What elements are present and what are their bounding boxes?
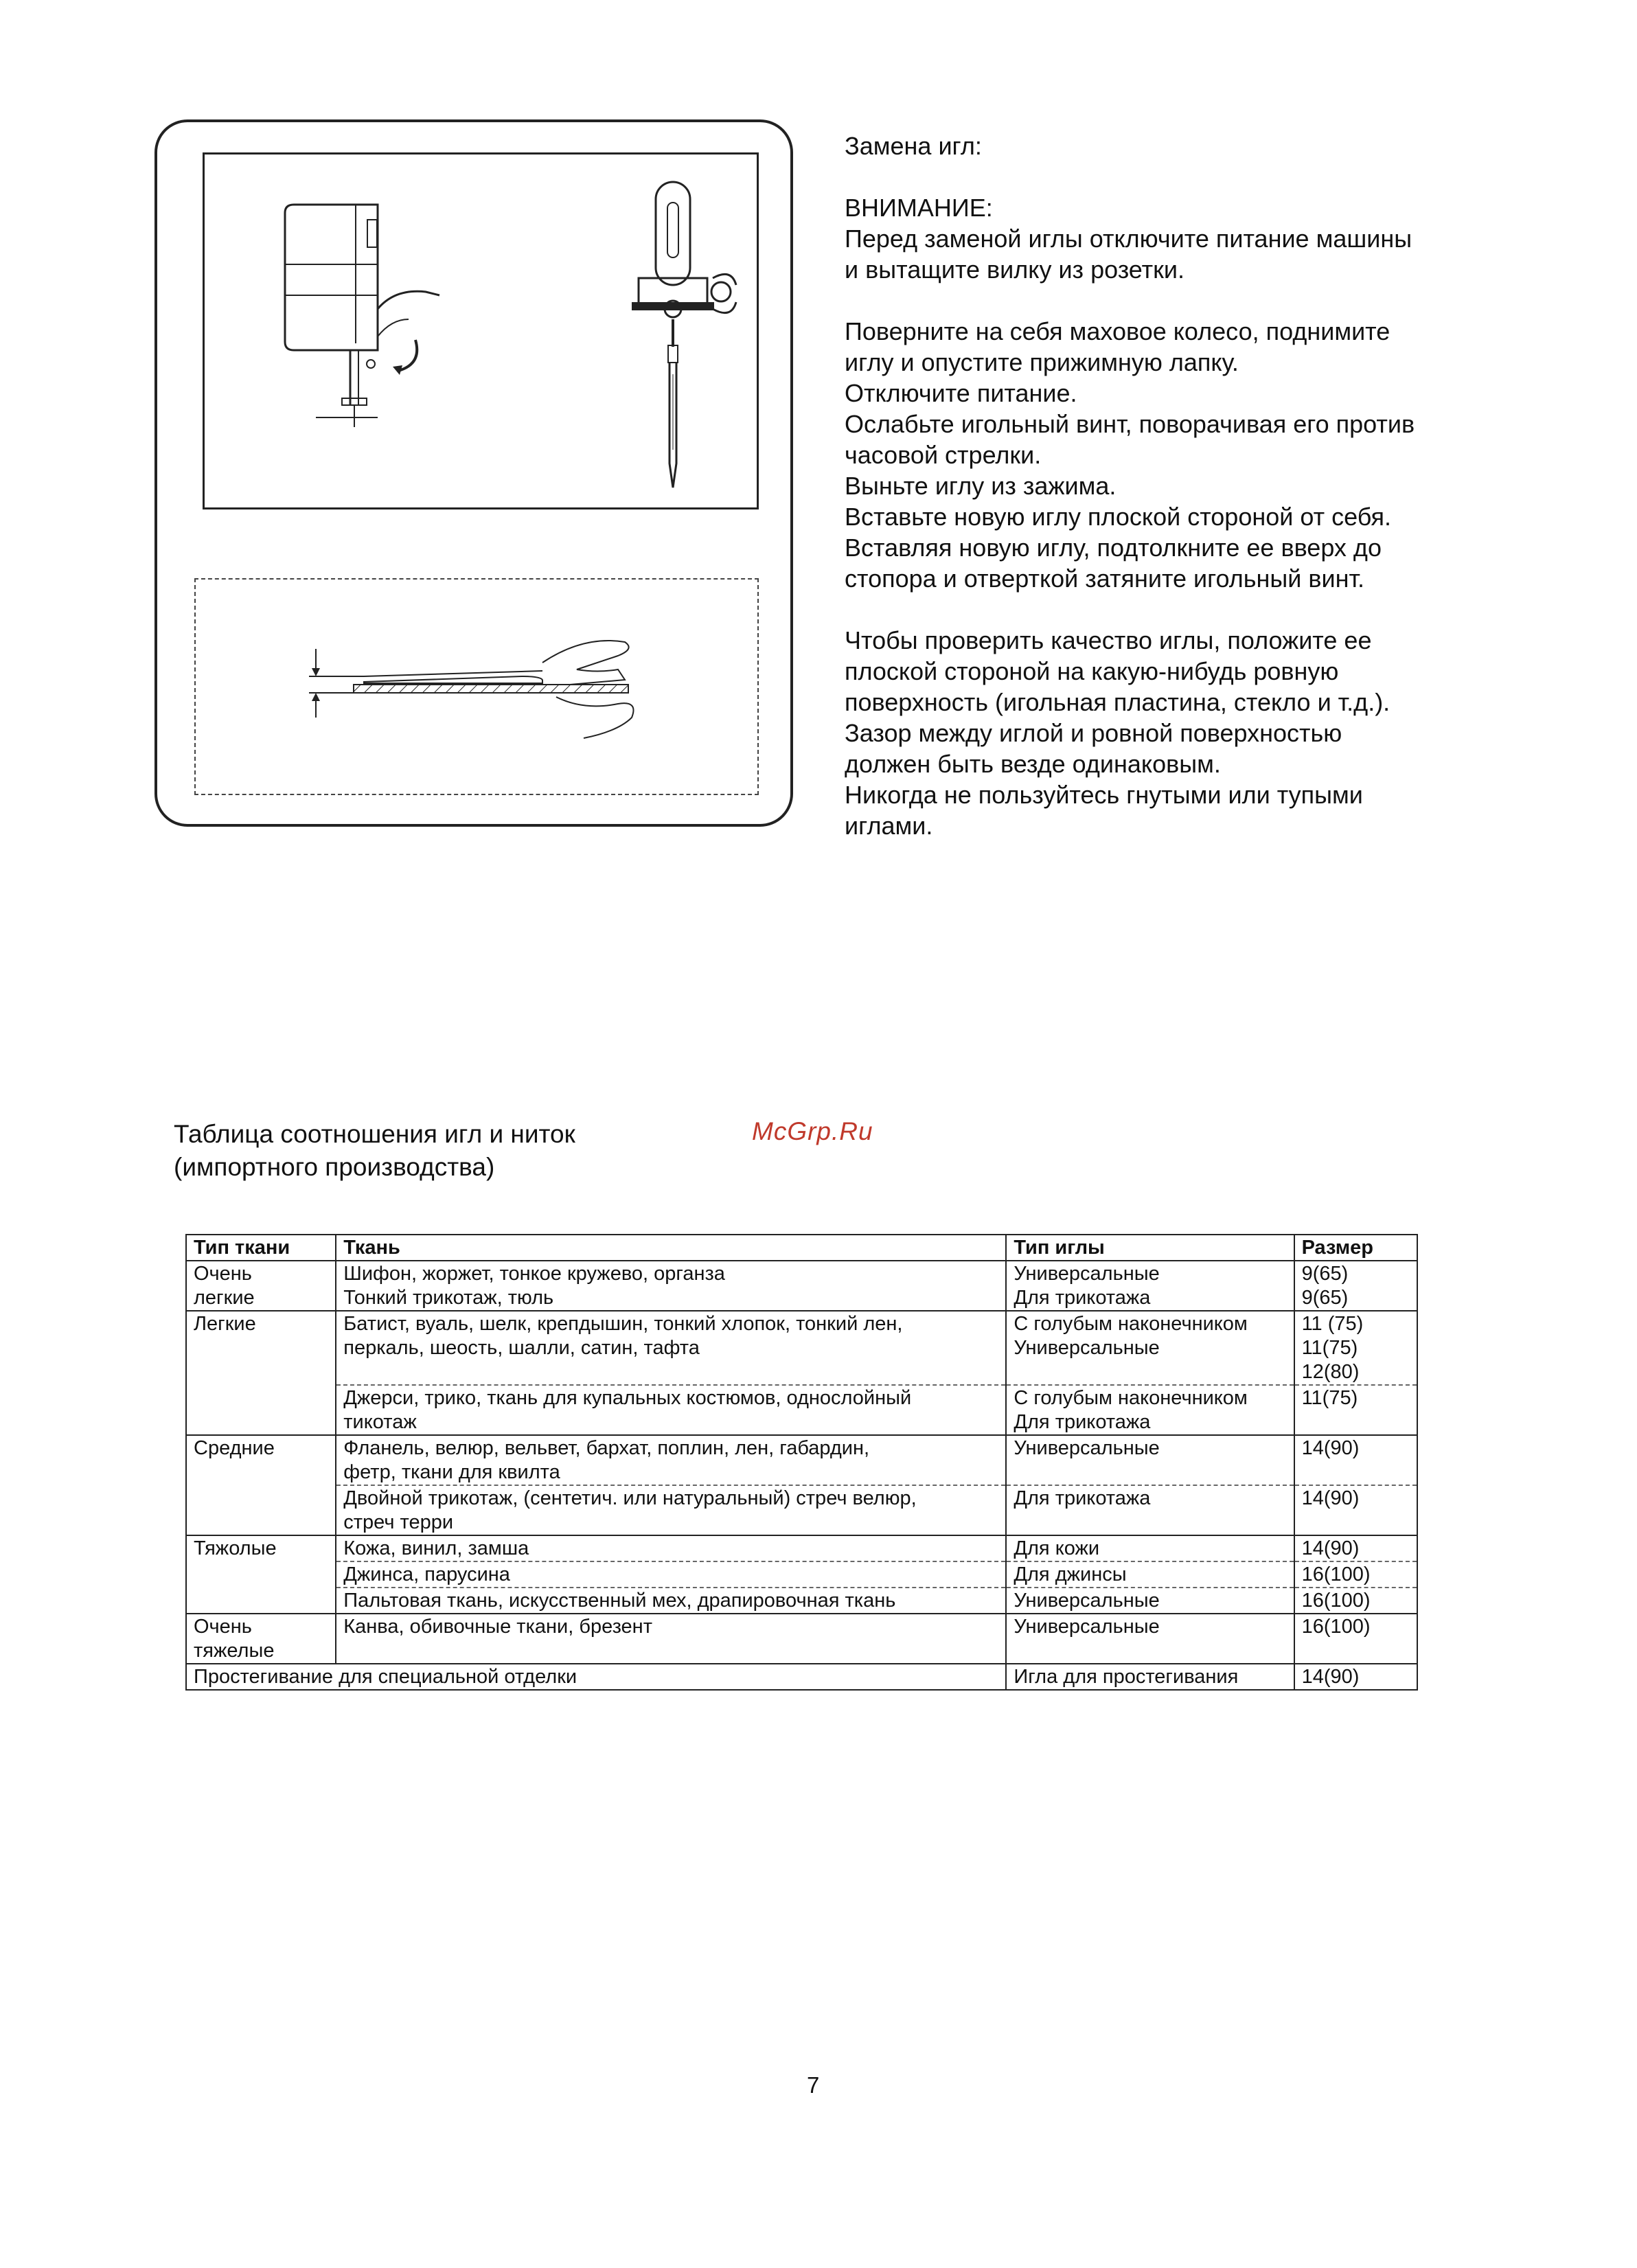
needle-clamp-drawing bbox=[618, 175, 742, 498]
fabric-type-text: Очень bbox=[194, 1616, 252, 1638]
header-fabric-type: Тип ткани bbox=[186, 1235, 336, 1261]
machine-head-drawing bbox=[275, 199, 453, 433]
fabric-text: фетр, ткани для квилта bbox=[343, 1461, 560, 1483]
needle-type-cell bbox=[1006, 1664, 1294, 1690]
table-row bbox=[186, 1311, 1417, 1385]
needle-type-cell bbox=[1006, 1385, 1294, 1435]
needle-type-cell bbox=[1006, 1535, 1294, 1561]
needle-type-text: Универсальные bbox=[1014, 1263, 1160, 1285]
needle-type-text: Универсальные bbox=[1014, 1337, 1160, 1359]
size-cell bbox=[1294, 1385, 1417, 1435]
header-fabric: Ткань bbox=[336, 1235, 1006, 1261]
table-title bbox=[174, 1118, 575, 1184]
needle-type-text: Для джинсы bbox=[1014, 1563, 1127, 1585]
size-text: 16(100) bbox=[1301, 1563, 1371, 1585]
step-line: Выньте иглу из зажима. bbox=[845, 472, 1117, 500]
step-line: Отключите питание. bbox=[845, 379, 1077, 407]
step-line: часовой стрелки. bbox=[845, 441, 1042, 469]
fabric-cell bbox=[336, 1261, 1006, 1311]
size-text: 11(75) bbox=[1301, 1387, 1358, 1409]
needle-type-text: Для трикотажа bbox=[1014, 1487, 1151, 1509]
size-text: 16(100) bbox=[1301, 1616, 1371, 1638]
size-text: 9(65) bbox=[1301, 1287, 1349, 1309]
size-cell bbox=[1294, 1485, 1417, 1535]
size-cell bbox=[1294, 1311, 1417, 1385]
fabric-text: Пальтовая ткань, искусственный мех, драпировочная ткань bbox=[343, 1590, 896, 1612]
fabric-type-cell bbox=[186, 1614, 336, 1664]
fabric-text: стреч терри bbox=[343, 1511, 454, 1533]
fabric-text: Шифон, жоржет, тонкое кружево, органза bbox=[343, 1263, 725, 1285]
size-cell bbox=[1294, 1561, 1417, 1588]
fabric-text: тикотаж bbox=[343, 1411, 417, 1433]
size-cell bbox=[1294, 1614, 1417, 1664]
size-cell bbox=[1294, 1664, 1417, 1690]
header-needle-type: Тип иглы bbox=[1006, 1235, 1294, 1261]
table-title-line: Таблица соотношения игл и ниток bbox=[174, 1120, 575, 1148]
needle-type-text: С голубым наконечником bbox=[1014, 1387, 1248, 1409]
size-text: 14(90) bbox=[1301, 1666, 1360, 1688]
warning-heading: ВНИМАНИЕ: bbox=[845, 194, 993, 222]
needle-type-cell bbox=[1006, 1614, 1294, 1664]
needle-type-cell bbox=[1006, 1561, 1294, 1588]
check-line: Никогда не пользуйтесь гнутыми или тупыми bbox=[845, 781, 1363, 809]
step-line: Вставьте новую иглу плоской стороной от себя. bbox=[845, 503, 1392, 531]
table-row bbox=[186, 1435, 1417, 1485]
fabric-type-cell bbox=[186, 1535, 336, 1614]
needle-type-text: Для трикотажа bbox=[1014, 1411, 1151, 1433]
fabric-cell bbox=[336, 1561, 1006, 1588]
fabric-text: Тонкий трикотаж, тюль bbox=[343, 1287, 554, 1309]
fabric-text: Кожа, винил, замша bbox=[343, 1537, 529, 1559]
section-title: Замена игл: bbox=[845, 132, 982, 160]
needle-type-cell bbox=[1006, 1261, 1294, 1311]
table-row bbox=[186, 1385, 1417, 1435]
size-cell bbox=[1294, 1435, 1417, 1485]
table-body bbox=[186, 1261, 1417, 1690]
watermark: McGrp.Ru bbox=[752, 1117, 873, 1145]
needle-type-cell bbox=[1006, 1588, 1294, 1614]
fabric-cell bbox=[336, 1385, 1006, 1435]
fabric-text: перкаль, шеость, шалли, сатин, тафта bbox=[343, 1337, 700, 1359]
size-cell bbox=[1294, 1261, 1417, 1311]
fabric-text: Батист, вуаль, шелк, крепдышин, тонкий хлопок, тонкий лен, bbox=[343, 1313, 903, 1335]
warning-line: и вытащите вилку из розетки. bbox=[845, 255, 1184, 284]
table-row bbox=[186, 1588, 1417, 1614]
fabric-type-text: Очень bbox=[194, 1263, 252, 1285]
needle-type-cell bbox=[1006, 1311, 1294, 1385]
fabric-cell bbox=[336, 1588, 1006, 1614]
size-text: 14(90) bbox=[1301, 1487, 1360, 1509]
needle-change-instructions bbox=[845, 130, 1531, 841]
size-text: 14(90) bbox=[1301, 1537, 1360, 1559]
size-cell bbox=[1294, 1535, 1417, 1561]
check-line: Зазор между иглой и ровной поверхностью bbox=[845, 719, 1342, 747]
header-size: Размер bbox=[1294, 1235, 1417, 1261]
step-line: Ослабьте игольный винт, поворачивая его против bbox=[845, 410, 1415, 438]
size-text: 9(65) bbox=[1301, 1263, 1349, 1285]
size-text: 16(100) bbox=[1301, 1590, 1371, 1612]
needle-type-cell bbox=[1006, 1485, 1294, 1535]
warning-line: Перед заменой иглы отключите питание машины bbox=[845, 225, 1412, 253]
check-line: плоской стороной на какую-нибудь ровную bbox=[845, 657, 1339, 685]
table-header-row bbox=[186, 1235, 1417, 1261]
needle-type-cell bbox=[1006, 1435, 1294, 1485]
fabric-type-text: Тяжолые bbox=[194, 1537, 277, 1559]
step-line: Поверните на себя маховое колесо, поднимите bbox=[845, 317, 1390, 345]
size-text: 12(80) bbox=[1301, 1361, 1360, 1383]
step-line: иглу и опустите прижимную лапку. bbox=[845, 348, 1239, 376]
check-line: должен быть везде одинаковым. bbox=[845, 750, 1221, 778]
needle-type-text: Универсальные bbox=[1014, 1616, 1160, 1638]
table-row bbox=[186, 1485, 1417, 1535]
needle-type-text: Универсальные bbox=[1014, 1437, 1160, 1459]
quilting-label-text: Простегивание для специальной отделки bbox=[194, 1666, 577, 1688]
check-line: иглами. bbox=[845, 812, 933, 840]
needle-type-text: Игла для простегивания bbox=[1014, 1666, 1239, 1688]
fabric-cell bbox=[336, 1535, 1006, 1561]
table-row bbox=[186, 1561, 1417, 1588]
size-cell bbox=[1294, 1588, 1417, 1614]
needle-thread-table bbox=[185, 1234, 1418, 1691]
fabric-cell bbox=[336, 1485, 1006, 1535]
fabric-type-cell bbox=[186, 1435, 336, 1535]
table-row bbox=[186, 1535, 1417, 1561]
table-footer-row bbox=[186, 1664, 1417, 1690]
fabric-cell bbox=[336, 1614, 1006, 1664]
step-line: Вставляя новую иглу, подтолкните ее вверх до bbox=[845, 534, 1382, 562]
size-text: 11 (75) bbox=[1301, 1313, 1364, 1335]
fabric-type-text: легкие bbox=[194, 1287, 255, 1309]
step-line: стопора и отверткой затяните игольный винт. bbox=[845, 564, 1364, 593]
needle-type-text: Универсальные bbox=[1014, 1590, 1160, 1612]
fabric-text: Джерси, трико, ткань для купальных костюмов, однослойный bbox=[343, 1387, 912, 1409]
needle-type-text: С голубым наконечником bbox=[1014, 1313, 1248, 1335]
table-row bbox=[186, 1261, 1417, 1311]
quilting-label-cell bbox=[186, 1664, 1006, 1690]
fabric-type-cell bbox=[186, 1311, 336, 1435]
fabric-cell bbox=[336, 1435, 1006, 1485]
fabric-text: Канва, обивочные ткани, брезент bbox=[343, 1616, 652, 1638]
size-text: 14(90) bbox=[1301, 1437, 1360, 1459]
page-number: 7 bbox=[807, 2072, 820, 2098]
needle-type-text: Для трикотажа bbox=[1014, 1287, 1151, 1309]
check-line: поверхность (игольная пластина, стекло и т.д.). bbox=[845, 688, 1390, 716]
fabric-type-text: Легкие bbox=[194, 1313, 256, 1335]
needle-flat-check-drawing bbox=[295, 621, 659, 759]
fabric-type-text: Средние bbox=[194, 1437, 275, 1459]
fabric-type-cell bbox=[186, 1261, 336, 1311]
fabric-type-text: тяжелые bbox=[194, 1640, 275, 1662]
fabric-text: Джинса, парусина bbox=[343, 1563, 510, 1585]
table-row bbox=[186, 1614, 1417, 1664]
needle-type-text: Для кожи bbox=[1014, 1537, 1100, 1559]
check-line: Чтобы проверить качество иглы, положите ее bbox=[845, 626, 1372, 654]
fabric-text: Двойной трикотаж, (сентетич. или натуральный) стреч велюр, bbox=[343, 1487, 917, 1509]
fabric-cell bbox=[336, 1311, 1006, 1385]
fabric-text: Фланель, велюр, вельвет, бархат, поплин, лен, габардин, bbox=[343, 1437, 870, 1459]
table-title-line: (импортного производства) bbox=[174, 1153, 495, 1181]
size-text: 11(75) bbox=[1301, 1337, 1358, 1359]
